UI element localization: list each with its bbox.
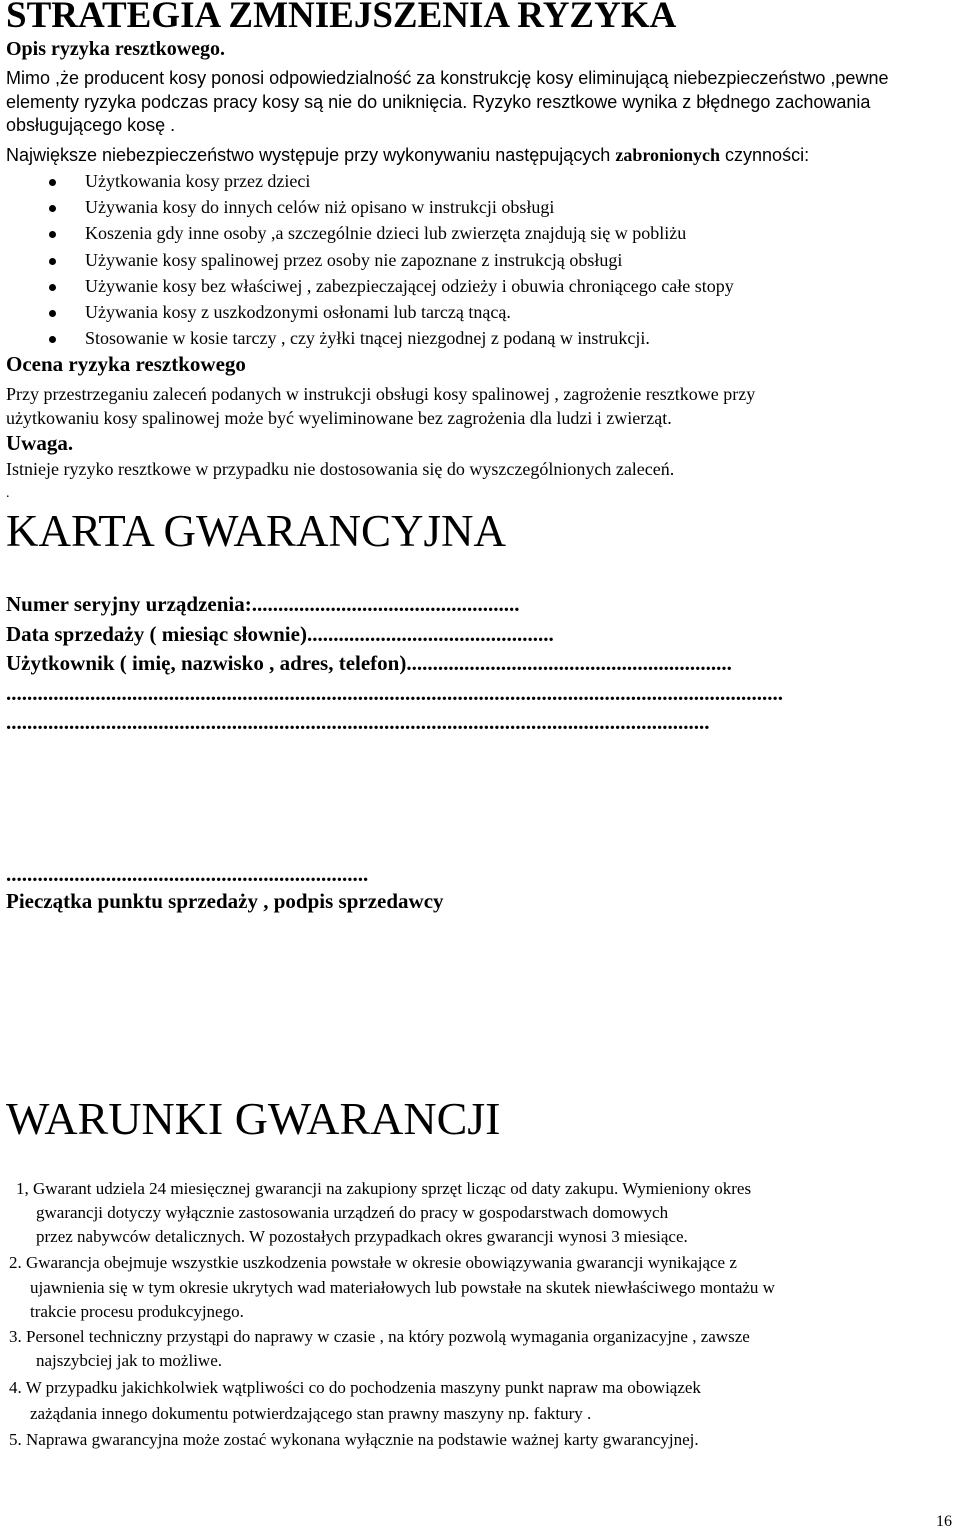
warranty-card-title: KARTA GWARANCYJNA: [6, 506, 506, 556]
assessment-heading: Ocena ryzyka resztkowego: [6, 352, 246, 376]
page-number: 16: [936, 1513, 952, 1530]
stamp-signature-line: .....................................................................: [6, 862, 369, 886]
serial-number-field: Numer seryjny urządzenia:...................................................: [6, 592, 520, 616]
list-item: [0, 299, 734, 325]
sale-date-field: Data sprzedaży ( miesiąc słownie)...............................................: [6, 622, 554, 646]
forbidden-list: [0, 168, 734, 351]
strategy-title: STRATEGIA ZMNIEJSZENIA RYZYKA: [6, 0, 677, 36]
danger-intro-line: [6, 145, 809, 166]
danger-intro-text: Największe niebezpieczeństwo występuje przy wykonywaniu następujących: [6, 145, 611, 165]
list-item: [0, 325, 734, 351]
list-item-text: Używania kosy do innych celów niż opisano w instrukcji obsługi: [85, 197, 555, 218]
condition-line: gwarancji dotyczy wyłącznie zastosowania urządzeń do pracy w gospodarstwach domowych: [36, 1203, 669, 1222]
user-field-continuation-1: ....................................................................................................................................................: [6, 681, 783, 705]
condition-line: ujawnienia się w tym okresie ukrytych wad materiałowych lub powstałe na skutek niewłaściwego montażu w: [30, 1278, 775, 1297]
note-text: Istnieje ryzyko resztkowe w przypadku nie dostosowania się do wyszczególnionych zaleceń.: [6, 459, 675, 479]
condition-line: 5. Naprawa gwarancyjna może zostać wykonana wyłącznie na podstawie ważnej karty gwarancyjnej.: [9, 1430, 699, 1449]
bullet-icon: [49, 284, 56, 291]
assessment-line-1: Przy przestrzeganiu zaleceń podanych w instrukcji obsługi kosy spalinowej , zagrożenie resztkowe przy: [6, 384, 756, 404]
bullet-icon: [49, 231, 56, 238]
list-item: [0, 168, 734, 194]
bullet-icon: [49, 179, 56, 186]
list-item: [0, 194, 734, 220]
condition-line: przez nabywców detalicznych. W pozostałych przypadkach okres gwarancji wynosi 3 miesiące.: [36, 1227, 688, 1246]
list-item: [0, 247, 734, 273]
warranty-conditions-title: WARUNKI GWARANCJI: [6, 1093, 501, 1144]
condition-line: trakcie procesu produkcyjnego.: [30, 1302, 244, 1321]
list-item-text: Używania kosy z uszkodzonymi osłonami lub tarczą tnącą.: [85, 301, 511, 322]
condition-line: 4. W przypadku jakichkolwiek wątpliwości co do pochodzenia maszyny punkt napraw ma obowiązek: [9, 1378, 701, 1397]
stray-dot: .: [6, 486, 10, 501]
list-item: [0, 273, 734, 299]
note-heading: Uwaga.: [6, 431, 74, 455]
condition-line: 3. Personel techniczny przystąpi do naprawy w czasie , na który pozwolą wymagania organizacyjne , zawsze: [9, 1327, 750, 1346]
stamp-signature-label: Pieczątka punktu sprzedaży , podpis sprzedawcy: [6, 889, 444, 913]
user-field-continuation-2: ......................................................................................................................................: [6, 710, 710, 734]
list-item: [0, 220, 734, 246]
assessment-paragraph: [6, 382, 755, 430]
list-item-text: Koszenia gdy inne osoby ,a szczególnie dzieci lub zwierzęta znajdują się w pobliżu: [85, 223, 687, 244]
list-item-text: Używanie kosy spalinowej przez osoby nie zapoznane z instrukcją obsługi: [85, 249, 623, 270]
danger-bold-word: zabronionych: [615, 145, 721, 165]
condition-line: najszybciej jak to możliwe.: [36, 1351, 222, 1370]
danger-end-text: czynności:: [725, 145, 810, 165]
bullet-icon: [49, 205, 56, 212]
list-item-text: Używanie kosy bez właściwej , zabezpieczającej odzieży i obuwia chroniącego całe stopy: [85, 275, 734, 296]
list-item-text: Użytkowania kosy przez dzieci: [85, 171, 311, 191]
residual-paragraph: Mimo ,że producent kosy ponosi odpowiedzialność za konstrukcję kosy eliminującą niebezpieczeństwo ,pewne elementy ryzyka podczas pracy kosy są nie do uniknięcia. Ryzyko resztkowe wynika z błędnego zachowania obsługującego kosę .: [6, 68, 889, 136]
user-field: Użytkownik ( imię, nazwisko , adres, telefon)..............................................................: [6, 651, 732, 675]
condition-line: 1, Gwarant udziela 24 miesięcznej gwarancji na zakupiony sprzęt licząc od daty zakupu. Wymieniony okres: [16, 1179, 752, 1198]
residual-heading: Opis ryzyka resztkowego.: [6, 38, 226, 60]
condition-line: zażądania innego dokumentu potwierdzającego stan prawny maszyny np. faktury .: [30, 1404, 592, 1423]
condition-line: 2. Gwarancja obejmuje wszystkie uszkodzenia powstałe w okresie obowiązywania gwarancji wynikające z: [9, 1253, 737, 1272]
list-item-text: Stosowanie w kosie tarczy , czy żyłki tnącej niezgodnej z podaną w instrukcji.: [85, 328, 650, 349]
bullet-icon: [49, 258, 56, 265]
bullet-icon: [49, 310, 56, 317]
bullet-icon: [49, 336, 56, 343]
assessment-line-2: użytkowaniu kosy spalinowej może być wyeliminowane bez zagrożenia dla ludzi i zwierząt.: [6, 408, 672, 428]
